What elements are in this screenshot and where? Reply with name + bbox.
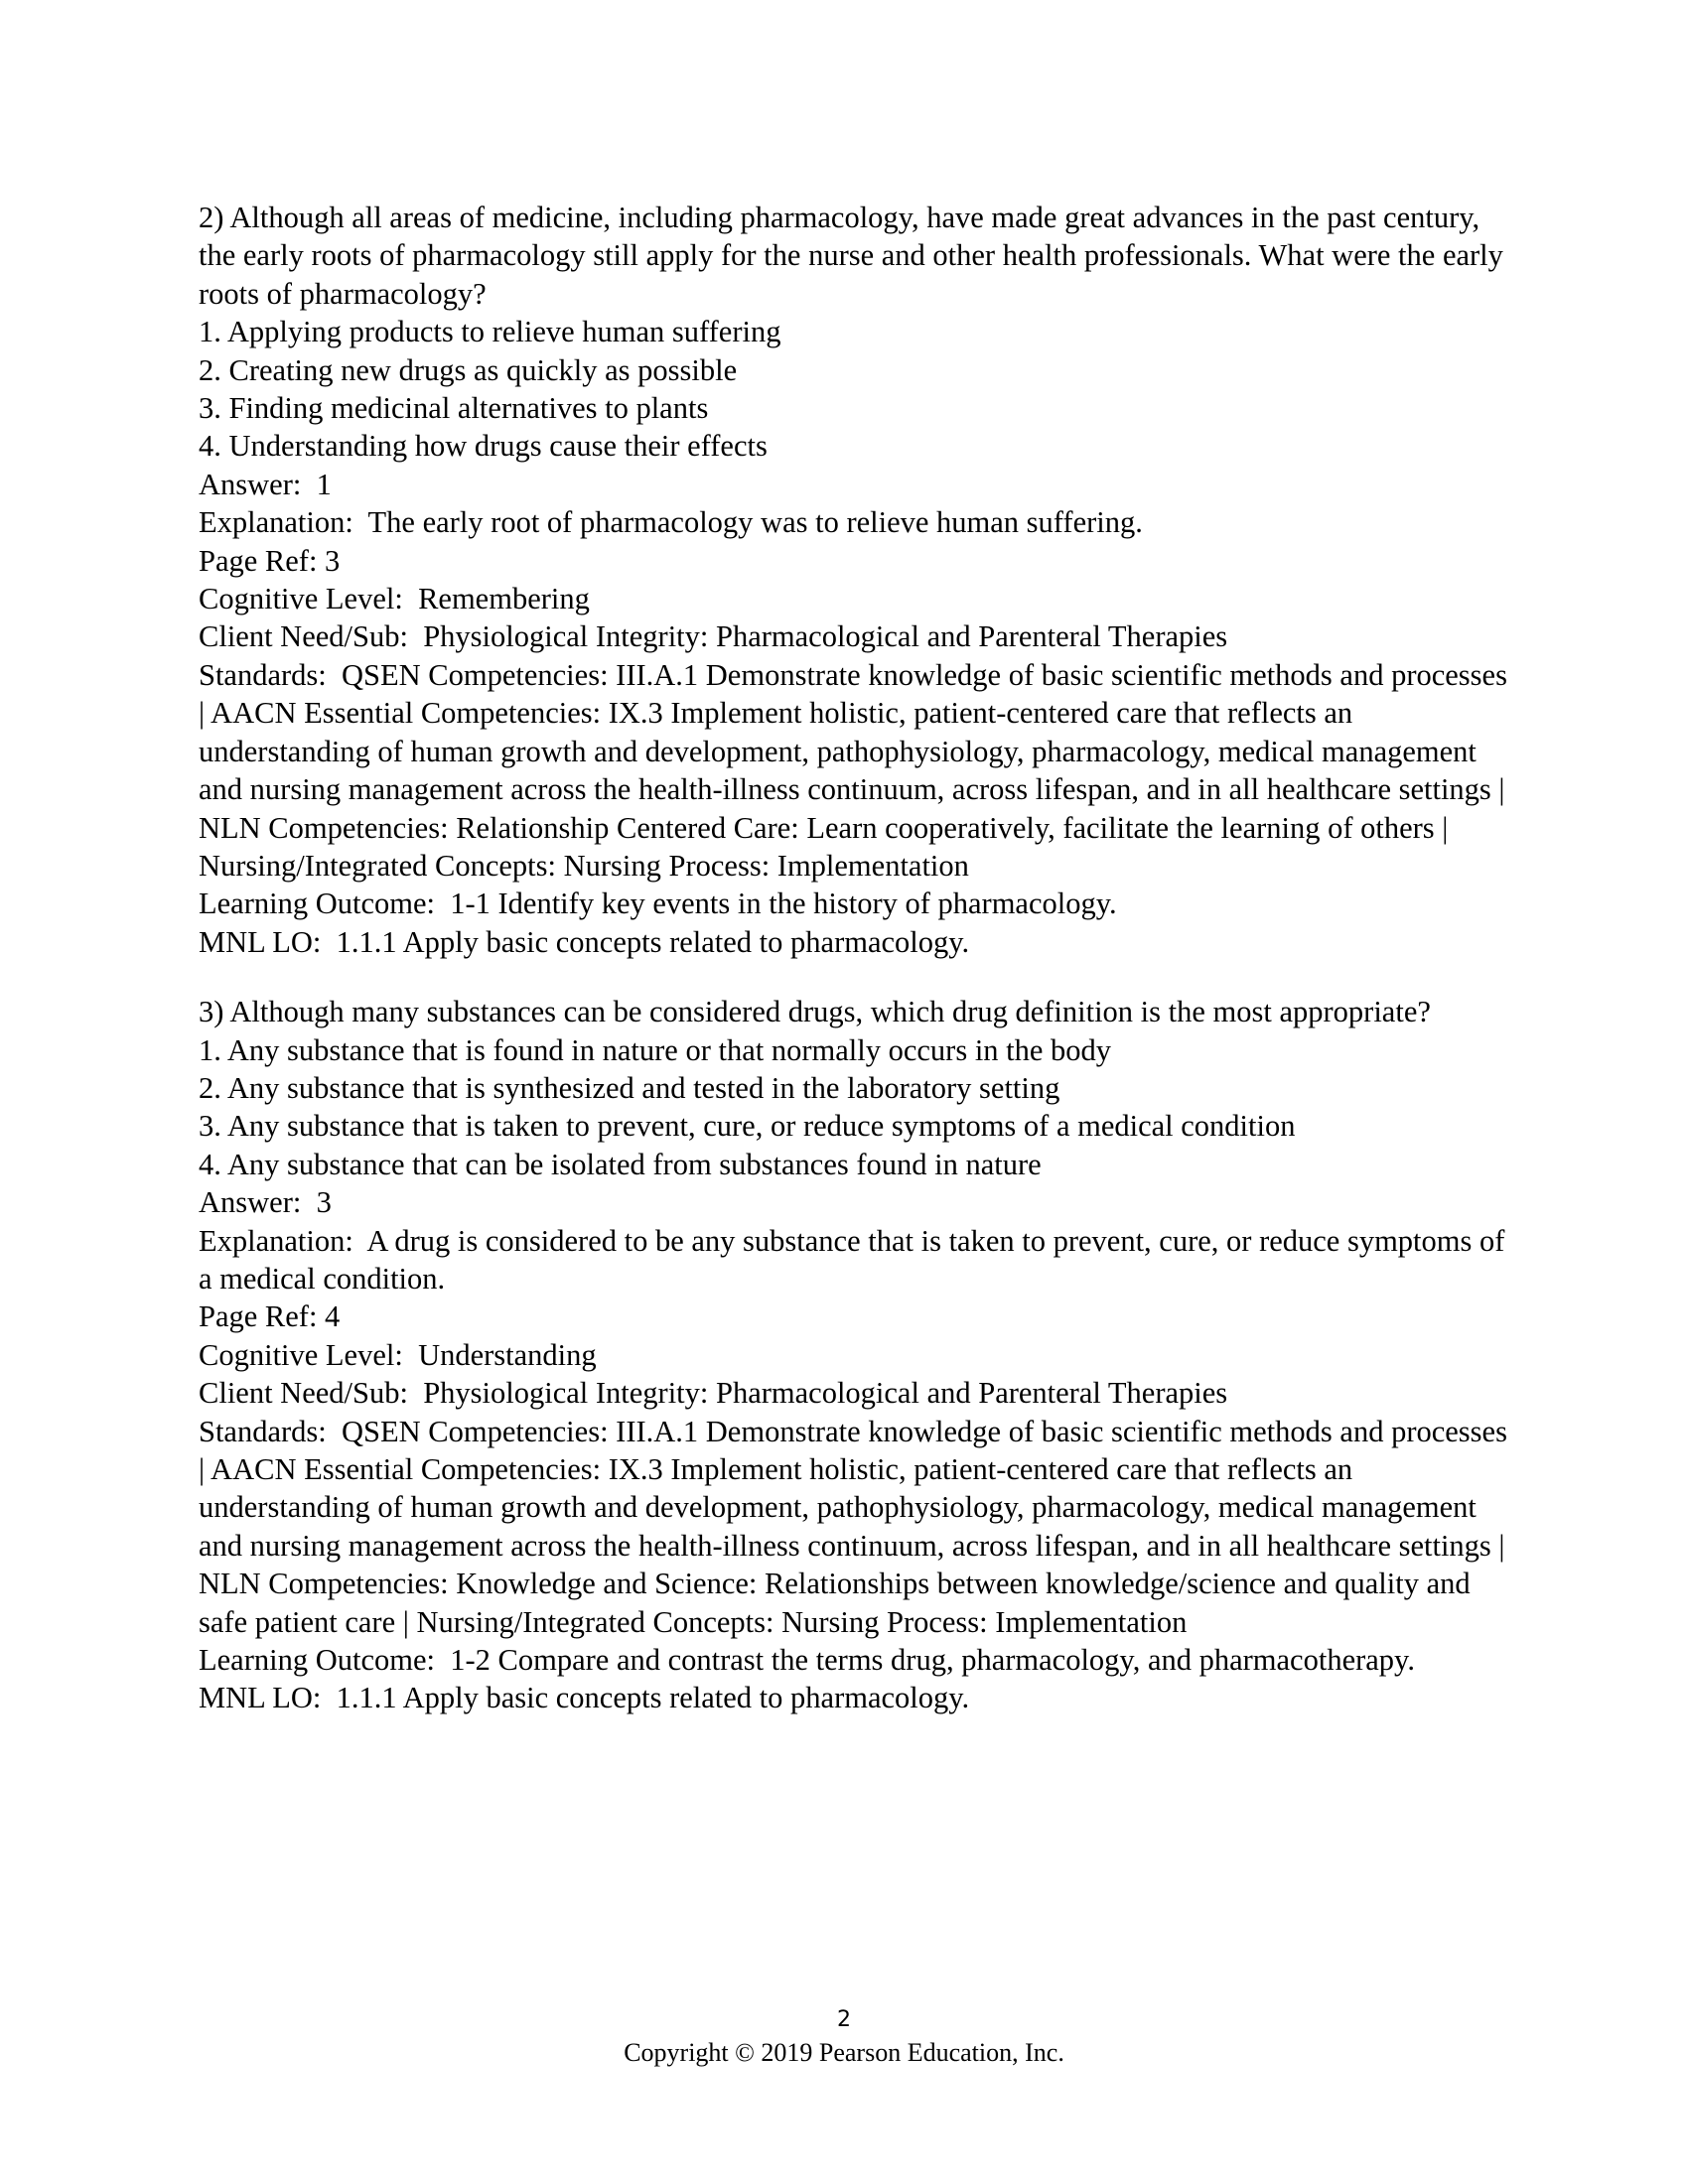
answer-option-1: 1. Any substance that is found in nature or that normally occurs in the body: [199, 1032, 1112, 1067]
cognitive-level: Cognitive Level: Remembering: [199, 582, 590, 616]
learning-outcome: Learning Outcome: 1-1 Identify key events in the history of pharmacology.: [199, 887, 1117, 921]
page-reference: Page Ref: 3: [199, 543, 341, 578]
explanation: Explanation: The early root of pharmacology was to relieve human suffering.: [199, 505, 1143, 540]
answer-option-4: 4. Understanding how drugs cause their effects: [199, 429, 768, 464]
explanation: Explanation: A drug is considered to be any substance that is taken to prevent, cure, or reduce symptoms of a medical condition.: [199, 1223, 1513, 1296]
answer-option-2: 2. Creating new drugs as quickly as possible: [199, 352, 738, 387]
answer-option-2: 2. Any substance that is synthesized and tested in the laboratory setting: [199, 1070, 1060, 1105]
answer-key: Answer: 1: [199, 467, 332, 501]
copyright-notice: Copyright © 2019 Pearson Education, Inc.: [624, 2038, 1064, 2067]
answer-option-3: 3. Finding medicinal alternatives to plants: [199, 391, 709, 426]
client-need: Client Need/Sub: Physiological Integrity: Pharmacological and Parenteral Therapies: [199, 619, 1228, 654]
standards: Standards: QSEN Competencies: III.A.1 Demonstrate knowledge of basic scientific methods and processes | AACN Essential Competencies: IX.3 Implement holistic, patient-centered care that reflects an understanding of human growth and development, pathophysiology, pharmacology, medical management and nursing management across the health-illness continuum, across lifespan, and in all healthcare settings | NLN Competencies: Knowledge and Science: Relationships between knowledge/science and quality and safe patient care | Nursing/Integrated Concepts: Nursing Process: Implementation: [199, 1414, 1515, 1639]
question-stem: 3) Although many substances can be considered drugs, which drug definition is the most appropriate?: [199, 995, 1431, 1029]
answer-option-1: 1. Applying products to relieve human suffering: [199, 315, 781, 349]
learning-outcome: Learning Outcome: 1-2 Compare and contrast the terms drug, pharmacology, and pharmacotherapy.: [199, 1643, 1415, 1678]
mnl-learning-objective: MNL LO: 1.1.1 Apply basic concepts related to pharmacology.: [199, 1681, 970, 1715]
page-reference: Page Ref: 4: [199, 1299, 341, 1334]
cognitive-level: Cognitive Level: Understanding: [199, 1337, 597, 1372]
answer-key: Answer: 3: [199, 1185, 332, 1220]
answer-option-4: 4. Any substance that can be isolated from substances found in nature: [199, 1147, 1042, 1181]
page-number: 2: [837, 2007, 851, 2032]
mnl-learning-objective: MNL LO: 1.1.1 Apply basic concepts related to pharmacology.: [199, 924, 970, 959]
document-body: [199, 199, 1515, 1717]
question-2: [199, 199, 1515, 961]
client-need: Client Need/Sub: Physiological Integrity: Pharmacological and Parenteral Therapies: [199, 1376, 1228, 1411]
question-stem: 2) Although all areas of medicine, including pharmacology, have made great advances in the past century, the early roots of pharmacology still apply for the nurse and other health professionals. What were the early roots of pharmacology?: [199, 201, 1511, 311]
standards: Standards: QSEN Competencies: III.A.1 Demonstrate knowledge of basic scientific methods and processes | AACN Essential Competencies: IX.3 Implement holistic, patient-centered care that reflects an understanding of human growth and development, pathophysiology, pharmacology, medical management and nursing management across the health-illness continuum, across lifespan, and in all healthcare settings | NLN Competencies: Relationship Centered Care: Learn cooperatively, facilitate the learning of others | Nursing/Integrated Concepts: Nursing Process: Implementation: [199, 657, 1515, 883]
question-3: [199, 993, 1515, 1717]
answer-option-3: 3. Any substance that is taken to prevent, cure, or reduce symptoms of a medical condition: [199, 1109, 1296, 1144]
